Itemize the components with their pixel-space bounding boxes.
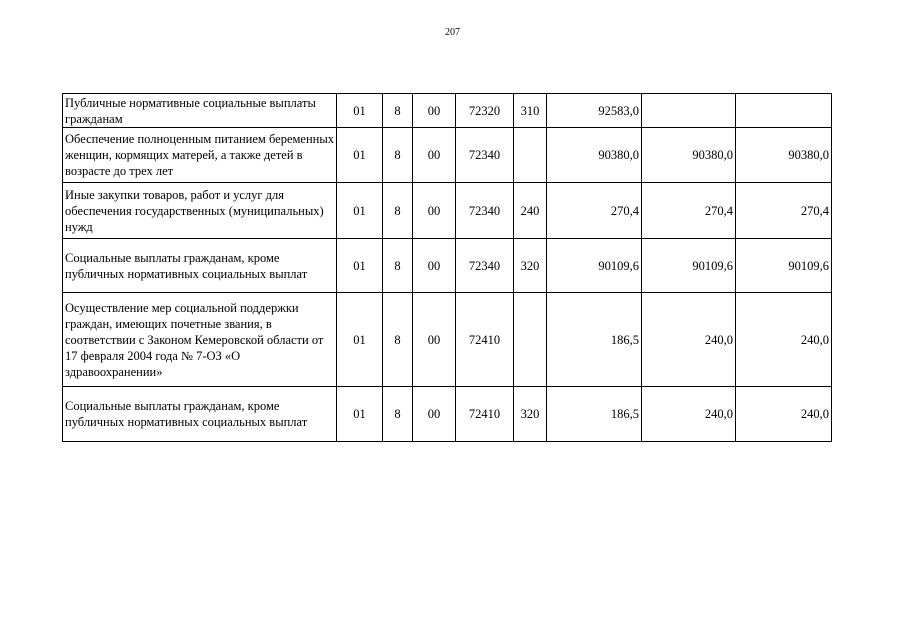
program-code: 8 xyxy=(383,293,413,387)
amount-year-3: 90109,6 xyxy=(736,239,832,293)
program-code: 8 xyxy=(383,94,413,128)
subprogram-code: 00 xyxy=(413,94,456,128)
amount-year-1: 92583,0 xyxy=(547,94,642,128)
expense-type-code: 240 xyxy=(514,183,547,239)
amount-year-2: 90109,6 xyxy=(642,239,736,293)
target-article-code: 72410 xyxy=(456,387,514,442)
amount-year-3 xyxy=(736,94,832,128)
expense-type-code xyxy=(514,293,547,387)
page-number: 207 xyxy=(445,27,460,38)
amount-year-1: 186,5 xyxy=(547,387,642,442)
subprogram-code: 00 xyxy=(413,293,456,387)
target-article-code: 72340 xyxy=(456,128,514,183)
amount-year-1: 90380,0 xyxy=(547,128,642,183)
table-row xyxy=(63,94,832,128)
row-name: Социальные выплаты гражданам, кроме публичных нормативных социальных выплат xyxy=(63,387,337,442)
row-name: Осуществление мер социальной поддержки граждан, имеющих почетные звания, в соответствии с Законом Кемеровской области от 17 февраля 2004 года № 7-ОЗ «О здравоохранении» xyxy=(63,293,337,387)
subprogram-code: 00 xyxy=(413,239,456,293)
target-article-code: 72320 xyxy=(456,94,514,128)
target-article-code: 72340 xyxy=(456,183,514,239)
program-code: 8 xyxy=(383,387,413,442)
table-row xyxy=(63,239,832,293)
row-name: Публичные нормативные социальные выплаты гражданам xyxy=(63,94,337,128)
expense-type-code: 320 xyxy=(514,387,547,442)
expense-type-code: 320 xyxy=(514,239,547,293)
program-code: 8 xyxy=(383,239,413,293)
table-row xyxy=(63,183,832,239)
expense-type-code xyxy=(514,128,547,183)
row-name: Социальные выплаты гражданам, кроме публичных нормативных социальных выплат xyxy=(63,239,337,293)
amount-year-3: 240,0 xyxy=(736,293,832,387)
subprogram-code: 00 xyxy=(413,387,456,442)
amount-year-2: 270,4 xyxy=(642,183,736,239)
table-row xyxy=(63,128,832,183)
row-name: Иные закупки товаров, работ и услуг для обеспечения государственных (муниципальных) нужд xyxy=(63,183,337,239)
section-code: 01 xyxy=(337,239,383,293)
budget-table xyxy=(62,93,832,442)
program-code: 8 xyxy=(383,183,413,239)
amount-year-3: 240,0 xyxy=(736,387,832,442)
amount-year-1: 270,4 xyxy=(547,183,642,239)
row-name: Обеспечение полноценным питанием беременных женщин, кормящих матерей, а также детей в возрасте до трех лет xyxy=(63,128,337,183)
section-code: 01 xyxy=(337,183,383,239)
amount-year-2: 90380,0 xyxy=(642,128,736,183)
amount-year-2: 240,0 xyxy=(642,293,736,387)
table-row xyxy=(63,293,832,387)
amount-year-3: 270,4 xyxy=(736,183,832,239)
subprogram-code: 00 xyxy=(413,128,456,183)
amount-year-3: 90380,0 xyxy=(736,128,832,183)
target-article-code: 72340 xyxy=(456,239,514,293)
section-code: 01 xyxy=(337,293,383,387)
amount-year-2 xyxy=(642,94,736,128)
amount-year-1: 186,5 xyxy=(547,293,642,387)
section-code: 01 xyxy=(337,387,383,442)
table-row xyxy=(63,387,832,442)
expense-type-code: 310 xyxy=(514,94,547,128)
program-code: 8 xyxy=(383,128,413,183)
amount-year-1: 90109,6 xyxy=(547,239,642,293)
amount-year-2: 240,0 xyxy=(642,387,736,442)
section-code: 01 xyxy=(337,128,383,183)
subprogram-code: 00 xyxy=(413,183,456,239)
target-article-code: 72410 xyxy=(456,293,514,387)
section-code: 01 xyxy=(337,94,383,128)
